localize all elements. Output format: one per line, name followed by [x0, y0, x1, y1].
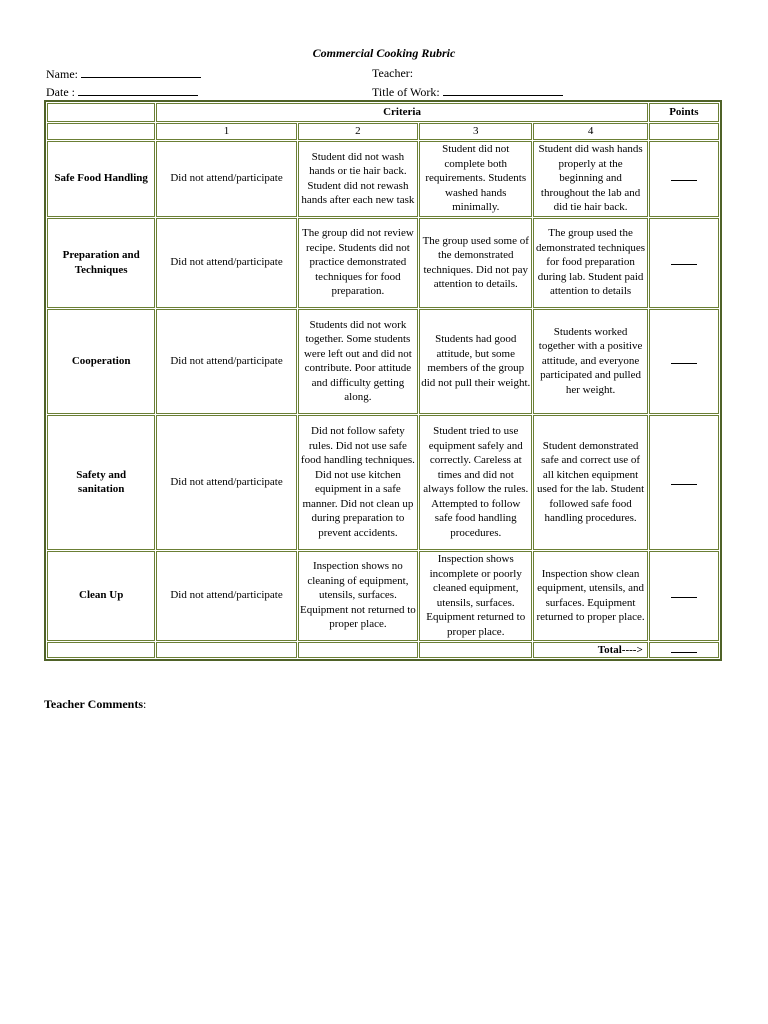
table-row	[47, 218, 719, 308]
points-empty-cell	[649, 123, 719, 140]
total-points-cell[interactable]	[649, 642, 719, 659]
points-blank[interactable]	[671, 591, 697, 598]
rubric-cell: Did not follow safety rules. Did not use safe food handling techniques. Did not use kitchen equipment in a safe manner. Did not clean up during preparation to prevent accidents.	[298, 415, 418, 550]
rubric-cell: Inspection show clean equipment, utensils, and surfaces. Equipment returned to proper place.	[533, 551, 647, 641]
rubric-cell: The group used the demonstrated techniques for food preparation during lab. Student paid attention to details	[533, 218, 647, 308]
criterion-preparation-and-techniques: Preparation and Techniques	[47, 218, 155, 308]
table-row	[47, 309, 719, 414]
rubric-cell: Did not attend/participate	[156, 309, 296, 414]
rubric-cell: Inspection shows no cleaning of equipment, utensils, surfaces. Equipment not returned to proper place.	[298, 551, 418, 641]
points-cell[interactable]	[649, 415, 719, 550]
table-header-row	[47, 103, 719, 122]
points-blank[interactable]	[671, 357, 697, 364]
teacher-comments-label: Teacher Comments	[44, 697, 143, 711]
date-blank[interactable]	[78, 84, 198, 96]
document-title: Commercial Cooking Rubric	[312, 46, 456, 60]
rubric-cell: Students worked together with a positive attitude, and everyone participated and pulled her weight.	[533, 309, 647, 414]
rubric-cell: Student tried to use equipment safely and correctly. Careless at times and did not always follow the rules. Attempted to follow safe food handling procedures.	[419, 415, 532, 550]
rubric-cell: Inspection shows incomplete or poorly cleaned equipment, utensils, surfaces. Equipment returned to proper place.	[419, 551, 532, 641]
rubric-cell: Did not attend/participate	[156, 551, 296, 641]
name-field[interactable]	[46, 66, 201, 82]
total-empty-cell	[298, 642, 418, 659]
name-label: Name:	[46, 67, 78, 81]
rubric-table-frame	[44, 100, 722, 661]
criterion-cooperation: Cooperation	[47, 309, 155, 414]
points-cell[interactable]	[649, 551, 719, 641]
rubric-cell: Student demonstrated safe and correct use of all kitchen equipment used for the lab. Student followed safe food handling procedures.	[533, 415, 647, 550]
level-empty-cell	[47, 123, 155, 140]
name-blank[interactable]	[81, 66, 201, 78]
criteria-header: Criteria	[156, 103, 647, 122]
table-row	[47, 415, 719, 550]
total-empty-cell	[419, 642, 532, 659]
title-of-work-blank[interactable]	[443, 84, 563, 96]
rubric-cell: Did not attend/participate	[156, 415, 296, 550]
title-of-work-field[interactable]	[372, 84, 563, 100]
criterion-clean-up: Clean Up	[47, 551, 155, 641]
teacher-field[interactable]	[372, 66, 413, 81]
teacher-comments: Teacher Comments:	[44, 697, 147, 711]
table-row	[47, 551, 719, 641]
points-cell[interactable]	[649, 218, 719, 308]
level-1-header: 1	[156, 123, 296, 140]
level-4-header: 4	[533, 123, 647, 140]
points-blank[interactable]	[671, 258, 697, 265]
level-number-row	[47, 123, 719, 140]
title-of-work-label: Title of Work:	[372, 85, 440, 99]
total-row	[47, 642, 719, 659]
level-2-header: 2	[298, 123, 418, 140]
rubric-cell: Did not attend/participate	[156, 141, 296, 217]
rubric-cell: Did not attend/participate	[156, 218, 296, 308]
total-points-blank[interactable]	[671, 646, 697, 653]
points-cell[interactable]	[649, 309, 719, 414]
rubric-cell: Students did not work together. Some students were left out and did not contribute. Poor attitude and difficulty getting along.	[298, 309, 418, 414]
rubric-cell: The group did not review recipe. Students did not practice demonstrated techniques for food preparation.	[298, 218, 418, 308]
rubric-table	[46, 102, 720, 659]
total-empty-cell	[47, 642, 155, 659]
teacher-label: Teacher:	[372, 66, 414, 80]
total-empty-cell	[156, 642, 296, 659]
header-empty-cell	[47, 103, 155, 122]
criterion-safety-and-sanitation: Safety and sanitation	[47, 415, 155, 550]
points-header: Points	[649, 103, 719, 122]
rubric-cell: Student did wash hands properly at the beginning and throughout the lab and did tie hair back.	[533, 141, 647, 217]
rubric-cell: Student did not complete both requirements. Students washed hands minimally.	[419, 141, 532, 217]
date-label: Date :	[46, 85, 75, 99]
rubric-cell: The group used some of the demonstrated techniques. Did not pay attention to details.	[419, 218, 532, 308]
rubric-cell: Student did not wash hands or tie hair back. Student did not rewash hands after each new task	[298, 141, 418, 217]
points-blank[interactable]	[671, 174, 697, 181]
points-blank[interactable]	[671, 478, 697, 485]
total-label: Total---->	[533, 642, 647, 659]
table-row	[47, 141, 719, 217]
criterion-safe-food-handling: Safe Food Handling	[47, 141, 155, 217]
date-field[interactable]	[46, 84, 198, 100]
level-3-header: 3	[419, 123, 532, 140]
points-cell[interactable]	[649, 141, 719, 217]
rubric-cell: Students had good attitude, but some members of the group did not pull their weight.	[419, 309, 532, 414]
